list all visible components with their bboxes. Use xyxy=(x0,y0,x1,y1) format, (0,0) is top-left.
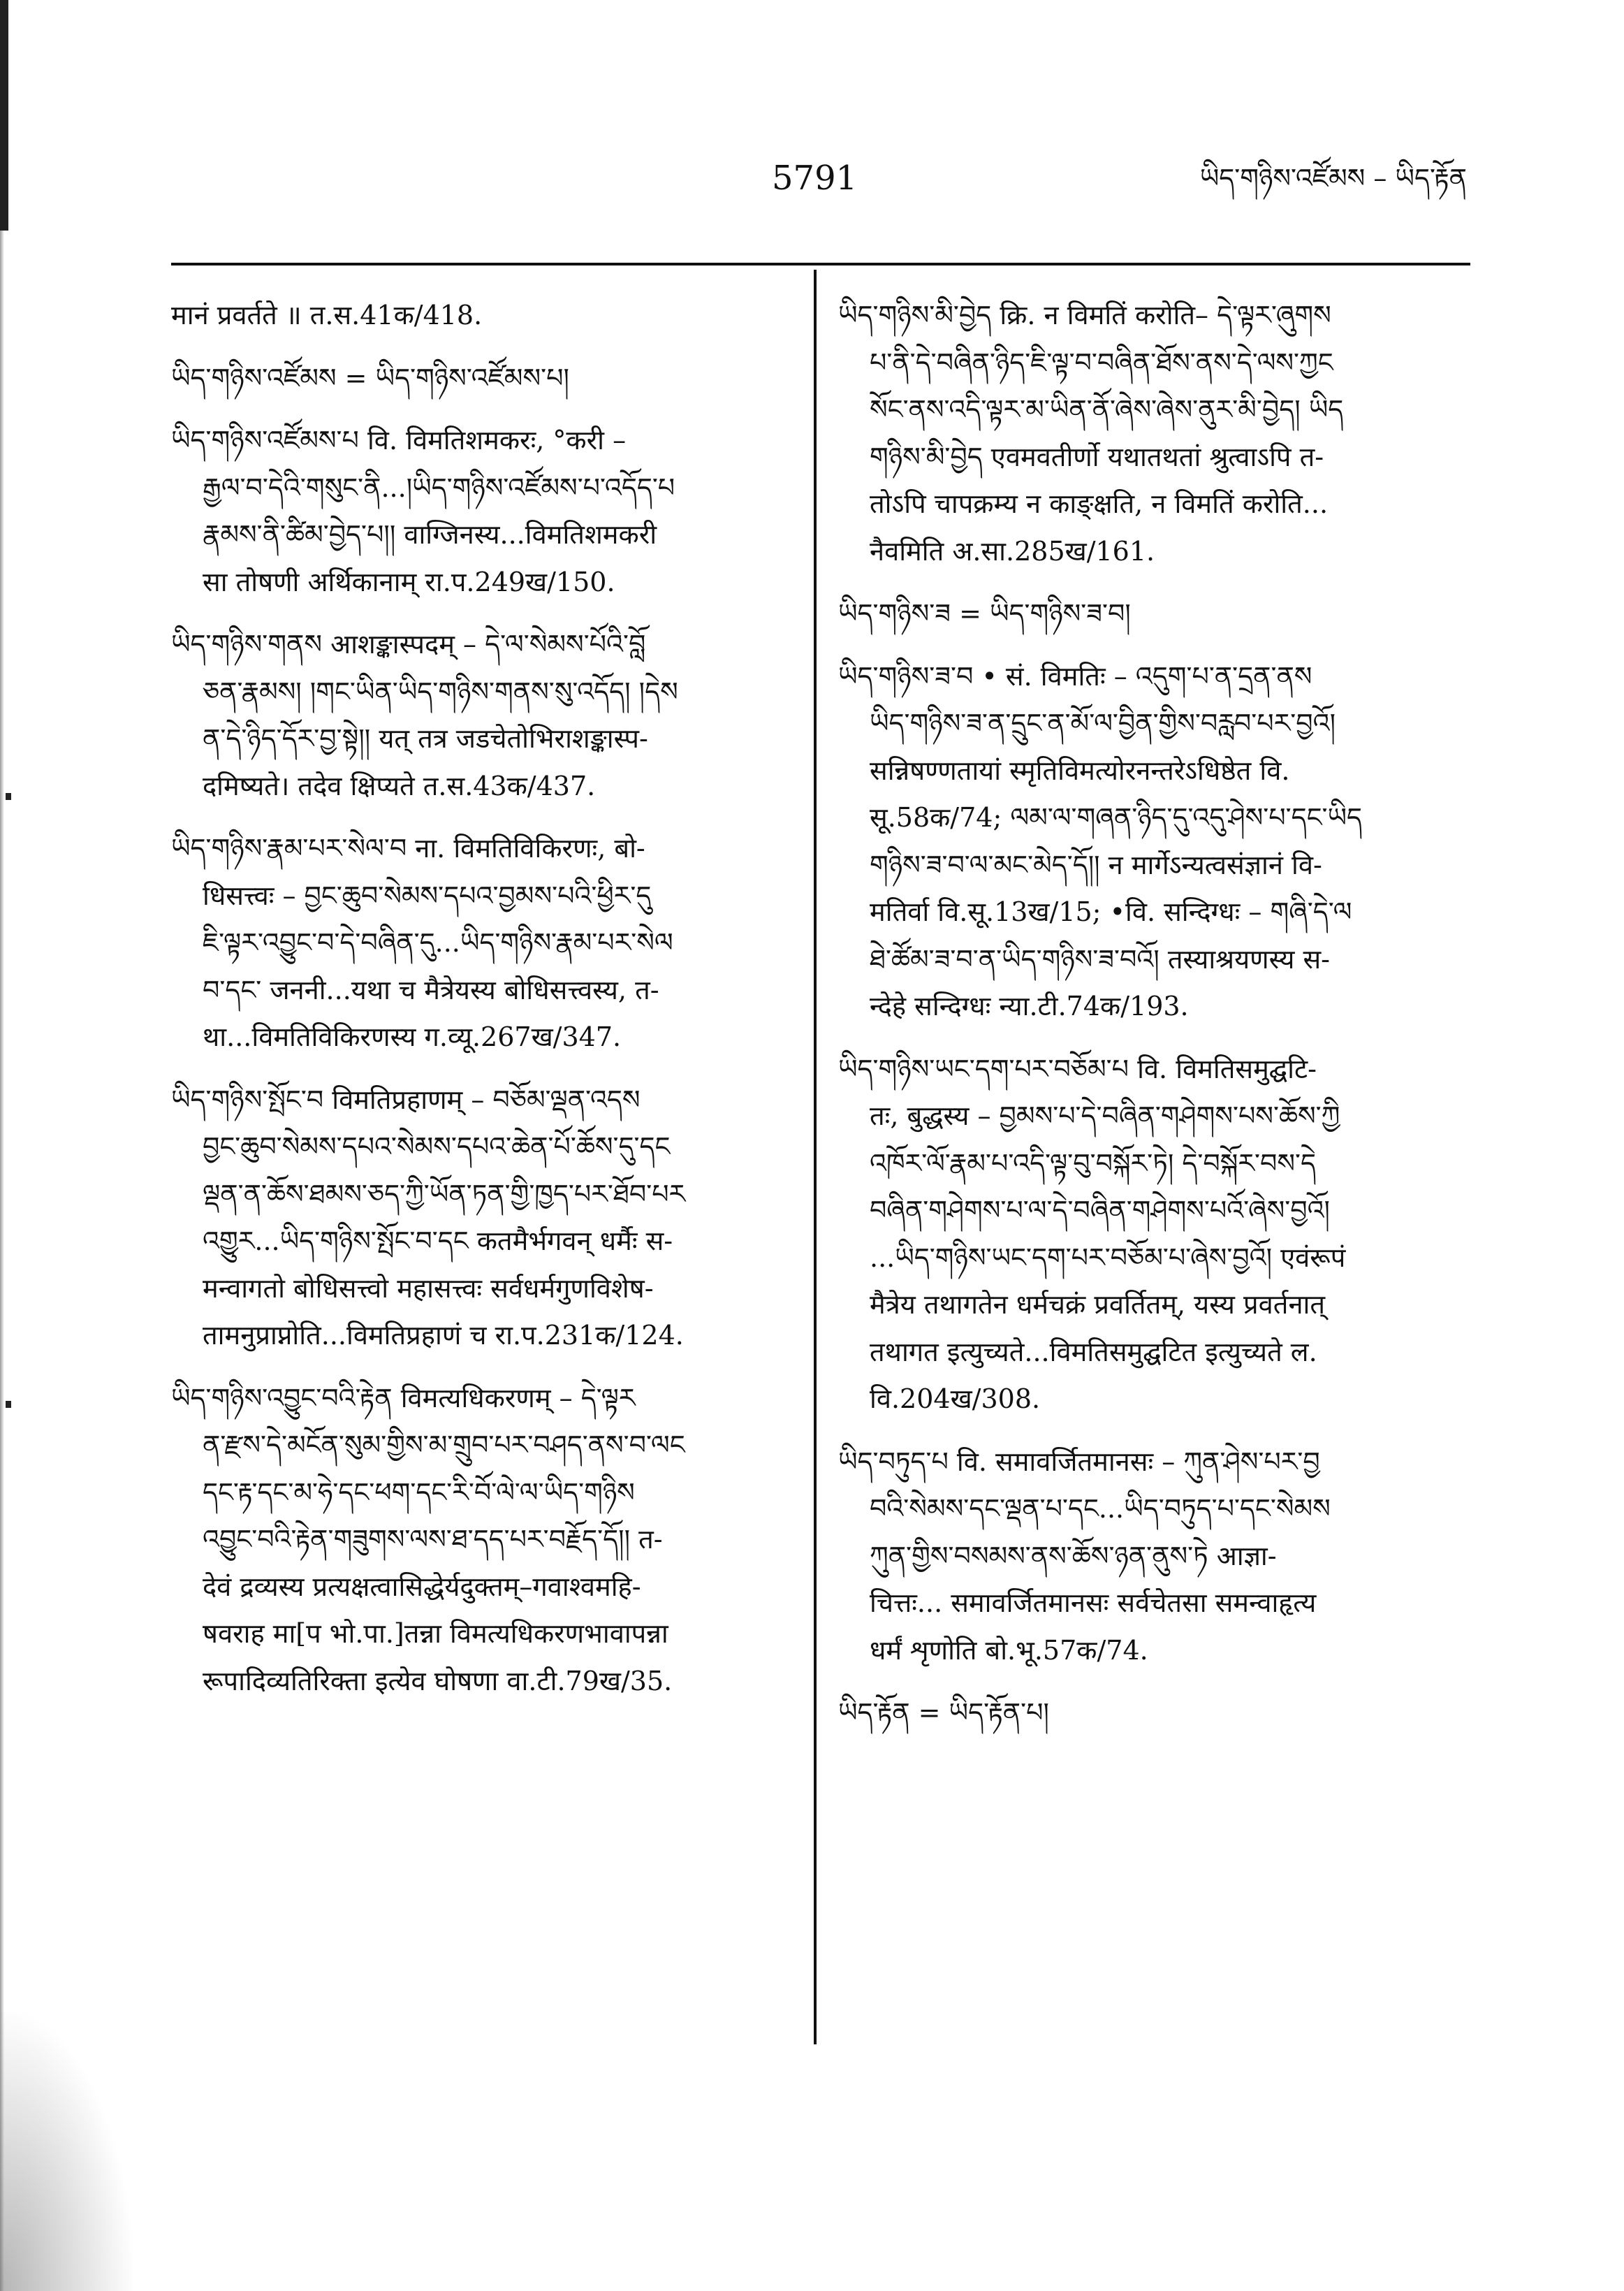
entry-gap xyxy=(838,1031,1470,1046)
left-column xyxy=(171,292,786,1705)
scan-speck xyxy=(6,793,11,800)
entry-line: དང་རྟ་དང་མ་ཧེ་དང་ཕག་དང་རི་བོ་ལེ་ལ་ཡིད་གཉིས xyxy=(203,1476,635,1508)
entry-line: གཉིས་མི་བྱེད एवमवतीर्णो यथातथतां श्रुत्वाऽपि त- xyxy=(870,441,1324,472)
entry-headline: ཡིད་གཉིས་འཛོམས་པ वि. विमतिशमकरः, °करी – xyxy=(171,425,627,456)
entry-headline: ཡིད་གཉིས་རྣམ་པར་སེལ་བ ना. विमतिविकिरणः, बो- xyxy=(171,833,645,864)
entry-line: तामनुप्राप्नोति...विमतिप्रहाणं च रा.प.231क/124. xyxy=(203,1320,684,1351)
dictionary-entry xyxy=(171,1375,786,1705)
entry-line: सू.58क/74; ལམ་ལ་གཞན་ཉིད་དུ་འདུ་ཤེས་པ་དང་ཡིད xyxy=(870,802,1363,833)
entry-headline: ཡིད་གཉིས་སྤོང་བ विमतिप्रहाणम् – བཅོམ་ལྡན་འདས xyxy=(171,1084,641,1115)
entry-line: मन्वागतो बोधिसत्त्वो महासत्त्वः सर्वधर्मगुणविशेष- xyxy=(203,1272,654,1304)
entry-headline: ཡིད་གཉིས་འབྱུང་བའི་རྟེན विमत्यधिकरणम् – དེ་ལྟར xyxy=(171,1382,636,1413)
dictionary-entry xyxy=(171,825,786,1061)
entry-line: རྣམས་ནི་ཚིམ་བྱེད་པ།། वाग्जिनस्य...विमतिशमकरी xyxy=(203,519,657,550)
entry-headline: ཡིད་གཉིས་འཛོམས = ཡིད་གཉིས་འཛོམས་པ། xyxy=(171,362,569,393)
entry-line: वि.204ख/308. xyxy=(870,1383,1041,1414)
entry-line: འཁོར་ལོ་རྣམ་པ་འདི་ལྟ་བུ་བསྐོར་ཏེ། དེ་བསྐོར་བས་དེ xyxy=(870,1147,1316,1179)
entry-line: ཇི་ལྟར་འབྱུང་བ་དེ་བཞིན་དུ...ཡིད་གཉིས་རྣམ་པར་སེལ xyxy=(203,927,673,958)
entry-line: ཅན་རྣམས། །གང་ཡིན་ཡིད་གཉིས་གནས་སུ་འདོད། །དེས xyxy=(203,676,678,707)
entry-line: मतिर्वा वि.सू.13ख/15; •वि. सन्दिग्धः – གཞི་དེ་ལ xyxy=(870,896,1352,927)
entry-gap xyxy=(838,638,1470,653)
entry-line: ན་དེ་ཉིད་དོར་བྱ་སྟེ།། यत् तत्र जडचेतोभिराशङ्कास्प- xyxy=(203,723,648,754)
entry-gap xyxy=(171,606,786,621)
entry-line: चित्तः... समावर्जितमानसः सर्वचेतसा समन्वाहृत्य xyxy=(870,1587,1317,1618)
entry-gap xyxy=(171,1061,786,1077)
entry-line: न्देहे सन्दिग्धः न्या.टी.74क/193. xyxy=(870,991,1189,1021)
dictionary-entry xyxy=(838,1046,1470,1423)
entry-line: मैत्रेय तथागतेन धर्मचक्रं प्रवर्तितम्, यस्य प्रवर्तनात् xyxy=(870,1289,1326,1320)
right-column xyxy=(838,292,1470,1737)
dictionary-entry xyxy=(838,292,1470,575)
entry-line: ཀུན་གྱིས་བསམས་ནས་ཆོས་ཉན་ནུས་ཏེ आज्ञा- xyxy=(870,1540,1277,1571)
dictionary-entry xyxy=(838,1439,1470,1675)
entry-headline: ཡིད་གཉིས་གནས आशङ्कास्पदम् – དེ་ལ་སེམས་པོའི་བློ xyxy=(171,629,646,660)
entry-gap xyxy=(838,1423,1470,1439)
entry-line: རྒྱལ་བ་དེའི་གསུང་ནི...།ཡིད་གཉིས་འཛོམས་པ་འདོད་པ xyxy=(203,472,675,503)
dictionary-entry xyxy=(838,1689,1470,1737)
entry-line: ...ཡིད་གཉིས་ཡང་དག་པར་བཅོམ་པ་ཞེས་བྱའོ། एवंरूपं xyxy=(870,1242,1346,1273)
entry-line: བཞིན་གཤེགས་པ་ལ་དེ་བཞིན་གཤེགས་པའོ་ཞེས་བྱའོ། xyxy=(870,1195,1330,1225)
column-divider xyxy=(814,270,817,2044)
guide-words: ཡིད་གཉིས་འཛོམས – ཡིད་རྟོན xyxy=(1199,163,1467,194)
entry-line: སོང་ནས་འདི་ལྟར་མ་ཡིན་ནོ་ཞེས་ཞེས་ནུར་མི་བྱེད། ཡིད xyxy=(870,394,1344,425)
dictionary-entry xyxy=(838,590,1470,638)
entry-headline: ཡིད་གཉིས་མི་བྱེད क्रि. न विमतिं करोति– དེ་ལྟར་ཞུགས xyxy=(838,300,1331,330)
entry-line: ལྡན་ན་ཆོས་ཐམས་ཅད་ཀྱི་ཡོན་ཏན་གྱི་ཁྱད་པར་ཐོབ་པར xyxy=(203,1178,686,1209)
entry-headline: ཡིད་རྟོན = ཡིད་རྟོན་པ། xyxy=(838,1697,1049,1728)
entry-headline: ཡིད་གཉིས་ཟ་བ • सं. विमतिः – འདུག་པ་ན་དྲན་ནས xyxy=(838,660,1312,692)
entry-gap xyxy=(171,340,786,355)
entry-line: धिसत्त्वः – བྱང་ཆུབ་སེམས་དཔའ་བྱམས་པའི་ཕྱིར་དུ xyxy=(203,880,652,911)
scan-corner-smudge xyxy=(0,2012,133,2291)
scan-edge-shadow xyxy=(0,0,4,2291)
entry-line: ན་རྫས་དེ་མངོན་སུམ་གྱིས་མ་གྲུབ་པར་བཤད་ནས་བ་ལང xyxy=(203,1430,685,1460)
entry-gap xyxy=(838,1674,1470,1689)
entry-headline: ཡིད་གཉིས་ཡང་དག་པར་བཅོམ་པ वि. विमतिसमुद्घटि- xyxy=(838,1053,1317,1084)
entry-line: तोऽपि चापक्रम्य न काङ्क्षति, न विमतिं करोति... xyxy=(870,488,1329,519)
entry-line: ཐེ་ཚོམ་ཟ་བ་ན་ཡིད་གཉིས་ཟ་བའོ། तस्याश्रयणस्य स- xyxy=(870,943,1331,975)
dictionary-entry xyxy=(171,417,786,606)
entry-line: था...विमतिविकिरणस्य ग.व्यू.267ख/347. xyxy=(203,1021,622,1052)
entry-line: तः, बुद्धस्य – བྱམས་པ་དེ་བཞིན་གཤེགས་པས་ཆོས་ཀྱི xyxy=(870,1100,1340,1131)
entry-headline: मानं प्रवर्तते ॥ त.स.41क/418. xyxy=(171,300,483,330)
entry-gap xyxy=(171,1360,786,1375)
entry-line: सा तोषणी अर्थिकानाम् रा.प.249ख/150. xyxy=(203,566,615,597)
entry-line: रूपादिव्यतिरिक्ता इत्येव घोषणा वा.टी.79ख/35. xyxy=(203,1665,673,1696)
entry-line: ཡིད་གཉིས་ཟ་ན་དྲུང་ན་མོ་ལ་བྱིན་གྱིས་བརླབ་པར་བྱའོ། xyxy=(870,708,1336,739)
entry-line: सन्निषण्णतायां स्मृतिविमत्योरनन्तरेऽधिष्ठेत वि. xyxy=(870,755,1290,786)
entry-line: པ་ནི་དེ་བཞིན་ཉིད་ཇི་ལྟ་བ་བཞིན་ཐོས་ནས་དེ་ལས་ཀྱང xyxy=(870,347,1333,378)
entry-line: བའི་སེམས་དང་ལྡན་པ་དང...ཡིད་བཏུད་པ་དང་སེམས xyxy=(870,1493,1331,1524)
entry-line: བྱང་ཆུབ་སེམས་དཔའ་སེམས་དཔའ་ཆེན་པོ་ཆོས་དུ་དང xyxy=(203,1131,671,1162)
entry-gap xyxy=(171,402,786,417)
dictionary-entry xyxy=(171,1077,786,1360)
entry-line: འགྱུར...ཡིད་གཉིས་སྤོང་བ་དང कतमैर्भगवन् धर्मैः स- xyxy=(203,1225,673,1256)
dictionary-entry xyxy=(171,355,786,402)
scan-speck xyxy=(6,1401,11,1408)
page-header xyxy=(168,150,1467,213)
scan-edge-mark xyxy=(0,0,8,231)
entry-gap xyxy=(838,575,1470,590)
dictionary-entry xyxy=(171,621,786,810)
entry-line: འབྱུང་བའི་རྟེན་གཟུགས་ལས་ཐ་དད་པར་བརྗོད་དོ།། त- xyxy=(203,1524,663,1555)
entry-line: གཉིས་ཟ་བ་ལ་མང་མེད་དོ།། न मार्गेऽन्यत्वसंज्ञानं वि- xyxy=(870,849,1322,880)
entry-line: नैवमिति अ.सा.285ख/161. xyxy=(870,535,1155,567)
entry-line: तथागत इत्युच्यते...विमतिसमुद्घटित इत्युच्यते ल. xyxy=(870,1336,1317,1367)
entry-line: བ་དང་ जननी...यथा च मैत्रेयस्य बोधिसत्त्वस्य, त- xyxy=(203,974,659,1005)
entry-line: देवं द्रव्यस्य प्रत्यक्षत्वासिद्धेर्यदुक्तम्–गवाश्वमहि- xyxy=(203,1571,641,1602)
entry-headline: ཡིད་བཏུད་པ वि. समावर्जितमानसः – ཀུན་ཤེས་པར་བྱ xyxy=(838,1446,1320,1477)
page-number: 5791 xyxy=(772,159,858,198)
dictionary-entry xyxy=(838,653,1470,1031)
entry-line: षवराह मा[प भो.पा.]तन्ना विमत्यधिकरणभावापन्ना xyxy=(203,1618,668,1649)
entry-gap xyxy=(171,810,786,825)
entry-line: धर्मं शृणोति बो.भू.57क/74. xyxy=(870,1634,1148,1666)
dictionary-entry xyxy=(171,292,786,340)
entry-line: दमिष्यते। तदेव क्षिप्यते त.स.43क/437. xyxy=(203,770,596,801)
header-rule xyxy=(171,263,1470,266)
entry-headline: ཡིད་གཉིས་ཟ = ཡིད་གཉིས་ཟ་བ། xyxy=(838,598,1131,629)
